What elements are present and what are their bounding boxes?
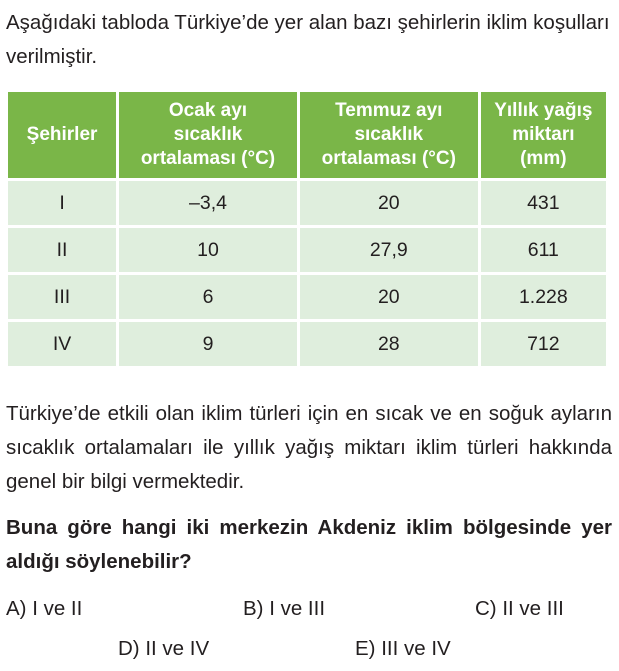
cell-city: II (8, 228, 116, 272)
option-b[interactable]: B) I ve III (243, 597, 326, 620)
header-january-temp: Ocak ayı sıcaklık ortalaması (°C) (119, 92, 297, 178)
option-a[interactable]: A) I ve II (6, 597, 83, 620)
cell-city: III (8, 275, 116, 319)
cell-january: 6 (119, 275, 297, 319)
info-paragraph: Türkiye’de etkili olan iklim türleri için en sıcak ve en soğuk ayların sıcaklık ortalamaları ile yıllık yağış miktarı iklim türleri hakkında genel bir bilgi vermektedir. (6, 402, 612, 493)
option-c[interactable]: C) II ve III (475, 597, 564, 620)
table-row (8, 275, 606, 319)
cell-city: I (8, 181, 116, 225)
option-d[interactable]: D) II ve IV (118, 637, 210, 660)
intro-text: Aşağıdaki tabloda Türkiye’de yer alan bazı şehirlerin iklim koşulları verilmiştir. (6, 11, 610, 68)
cell-rainfall: 431 (481, 181, 606, 225)
cell-january: –3,4 (119, 181, 297, 225)
cell-july: 27,9 (300, 228, 478, 272)
table-row (8, 181, 606, 225)
cell-rainfall: 1.228 (481, 275, 606, 319)
table-row (8, 322, 606, 366)
header-july-temp: Temmuz ayı sıcaklık ortalaması (°C) (300, 92, 478, 178)
header-cities: Şehirler (8, 92, 116, 178)
climate-table (5, 89, 609, 369)
cell-january: 10 (119, 228, 297, 272)
cell-city: IV (8, 322, 116, 366)
cell-rainfall: 712 (481, 322, 606, 366)
cell-july: 20 (300, 181, 478, 225)
cell-january: 9 (119, 322, 297, 366)
option-e[interactable]: E) III ve IV (355, 637, 451, 660)
table-header-row (8, 92, 606, 178)
header-annual-rainfall: Yıllık yağış miktarı (mm) (481, 92, 606, 178)
table-row (8, 228, 606, 272)
cell-july: 20 (300, 275, 478, 319)
cell-july: 28 (300, 322, 478, 366)
question-text: Buna göre hangi iki merkezin Akdeniz iklim bölgesinde yer aldığı söylenebilir? (6, 516, 612, 573)
cell-rainfall: 611 (481, 228, 606, 272)
